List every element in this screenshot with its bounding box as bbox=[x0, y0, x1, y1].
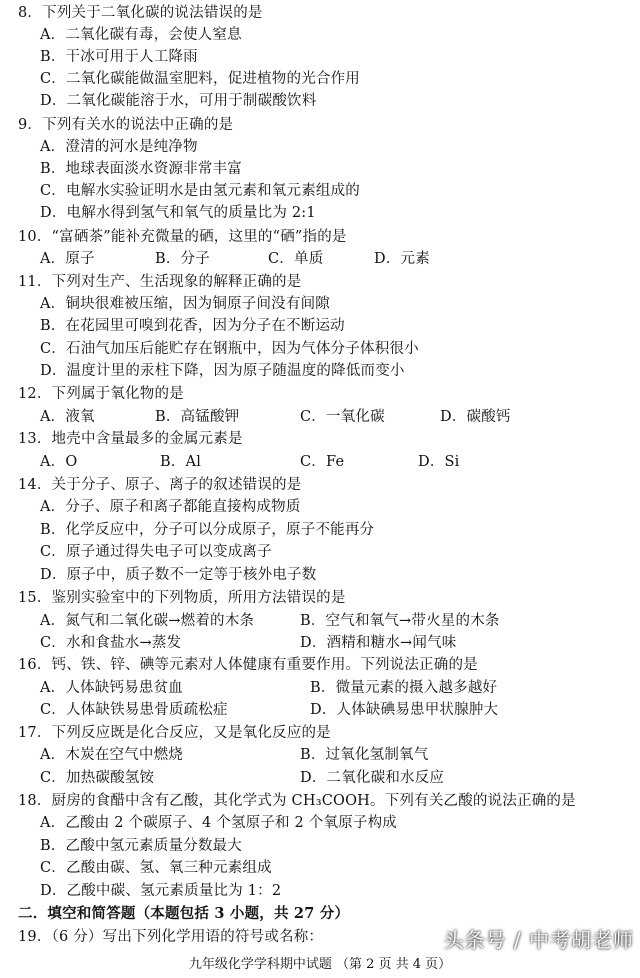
q13-option-d: D．Si bbox=[418, 454, 460, 470]
question-16-stem: 16．钙、铁、锌、碘等元素对人体健康有重要作用。下列说法正确的是 bbox=[18, 657, 478, 673]
q18-option-a: A．乙酸由 2 个碳原子、4 个氢原子和 2 个氧原子构成 bbox=[40, 815, 397, 831]
q13-option-c: C．Fe bbox=[300, 454, 345, 470]
question-9-stem: 9．下列有关水的说法中正确的是 bbox=[18, 117, 234, 133]
question-12-stem: 12．下列属于氧化物的是 bbox=[18, 386, 184, 402]
q11-option-d: D．温度计里的汞柱下降，因为原子随温度的降低而变小 bbox=[40, 363, 405, 379]
q8-option-c: C．二氧化碳能做温室肥料，促进植物的光合作用 bbox=[40, 71, 360, 87]
q8-option-d: D．二氧化碳能溶于水，可用于制碳酸饮料 bbox=[40, 93, 317, 109]
q14-option-c: C．原子通过得失电子可以变成离子 bbox=[40, 544, 272, 560]
q11-option-b: B．在花园里可嗅到花香，因为分子在不断运动 bbox=[40, 318, 345, 334]
q14-option-b: B．化学反应中，分子可以分成原子，原子不能再分 bbox=[40, 522, 375, 538]
section-title: 二．填空和简答题（本题包括 3 小题，共 27 分） bbox=[18, 905, 350, 922]
q16-option-d: D．人体缺碘易患甲状腺肿大 bbox=[310, 702, 499, 718]
q17-option-c: C．加热碳酸氢铵 bbox=[40, 770, 155, 786]
q16-option-b: B．微量元素的摄入越多越好 bbox=[310, 680, 498, 696]
q12-option-d: D．碳酸钙 bbox=[440, 409, 511, 425]
q10-option-c: C．单质 bbox=[268, 251, 324, 267]
q15-option-b: B．空气和氧气→带火星的木条 bbox=[300, 613, 500, 629]
q18-option-b: B．乙酸中氢元素质量分数最大 bbox=[40, 838, 242, 854]
question-13-stem: 13．地壳中含量最多的金属元素是 bbox=[18, 431, 243, 447]
q10-option-b: B．分子 bbox=[155, 251, 210, 267]
q16-option-a: A．人体缺钙易患贫血 bbox=[40, 680, 183, 696]
q16-option-c: C．人体缺铁易患骨质疏松症 bbox=[40, 702, 228, 718]
q14-option-d: D．原子中，质子数不一定等于核外电子数 bbox=[40, 567, 317, 583]
q18-option-d: D．乙酸中碳、氢元素质量比为 1：2 bbox=[40, 883, 282, 899]
question-10-stem: 10．“富硒茶”能补充微量的硒，这里的“硒”指的是 bbox=[18, 229, 347, 245]
q13-option-b: B．Al bbox=[160, 454, 202, 470]
q15-option-c: C．水和食盐水→蒸发 bbox=[40, 635, 182, 651]
watermark: 头条号 / 中考胡老师 bbox=[443, 928, 634, 952]
question-19-stem: 19．（6 分）写出下列化学用语的符号或名称： bbox=[18, 929, 324, 945]
q18-option-c: C．乙酸由碳、氢、氧三种元素组成 bbox=[40, 860, 272, 876]
q17-option-d: D．二氧化碳和水反应 bbox=[300, 770, 445, 786]
q11-option-c: C．石油气加压后能贮存在钢瓶中，因为气体分子体积很小 bbox=[40, 341, 419, 357]
question-18-stem: 18．厨房的食醋中含有乙酸，其化学式为 CH₃COOH。下列有关乙酸的说法正确的是 bbox=[18, 793, 576, 809]
q15-option-a: A．氮气和二氧化碳→燃着的木条 bbox=[40, 613, 255, 629]
q12-option-c: C．一氧化碳 bbox=[300, 409, 385, 425]
q17-option-b: B．过氧化氢制氧气 bbox=[300, 747, 429, 763]
q13-option-a: A．O bbox=[40, 454, 78, 470]
page-footer: 九年级化学学科期中试题 （第 2 页 共 4 页） bbox=[188, 957, 452, 972]
q12-option-a: A．液氧 bbox=[40, 409, 95, 425]
q10-option-d: D．元素 bbox=[374, 251, 430, 267]
question-15-stem: 15．鉴别实验室中的下列物质，所用方法错误的是 bbox=[18, 590, 346, 606]
q8-option-b: B．干冰可用于人工降雨 bbox=[40, 49, 198, 65]
q12-option-b: B．高锰酸钾 bbox=[155, 409, 240, 425]
question-17-stem: 17．下列反应既是化合反应，又是氧化反应的是 bbox=[18, 725, 331, 741]
q8-option-a: A．二氧化碳有毒，会使人窒息 bbox=[40, 27, 242, 43]
q15-option-d: D．酒精和糖水→闻气味 bbox=[300, 635, 457, 651]
q17-option-a: A．木炭在空气中燃烧 bbox=[40, 747, 183, 763]
q9-option-b: B．地球表面淡水资源非常丰富 bbox=[40, 161, 242, 177]
q9-option-d: D．电解水得到氢气和氧气的质量比为 2:1 bbox=[40, 205, 316, 221]
question-14-stem: 14．关于分子、原子、离子的叙述错误的是 bbox=[18, 477, 302, 493]
q9-option-c: C．电解水实验证明水是由氢元素和氧元素组成的 bbox=[40, 183, 360, 199]
question-8-stem: 8．下列关于二氧化碳的说法错误的是 bbox=[18, 5, 263, 21]
question-11-stem: 11．下列对生产、生活现象的解释正确的是 bbox=[18, 274, 302, 290]
q9-option-a: A．澄清的河水是纯净物 bbox=[40, 139, 198, 155]
q11-option-a: A．铜块很难被压缩，因为铜原子间没有间隙 bbox=[40, 296, 330, 312]
q14-option-a: A．分子、原子和离子都能直接构成物质 bbox=[40, 499, 301, 515]
q10-option-a: A．原子 bbox=[40, 251, 95, 267]
